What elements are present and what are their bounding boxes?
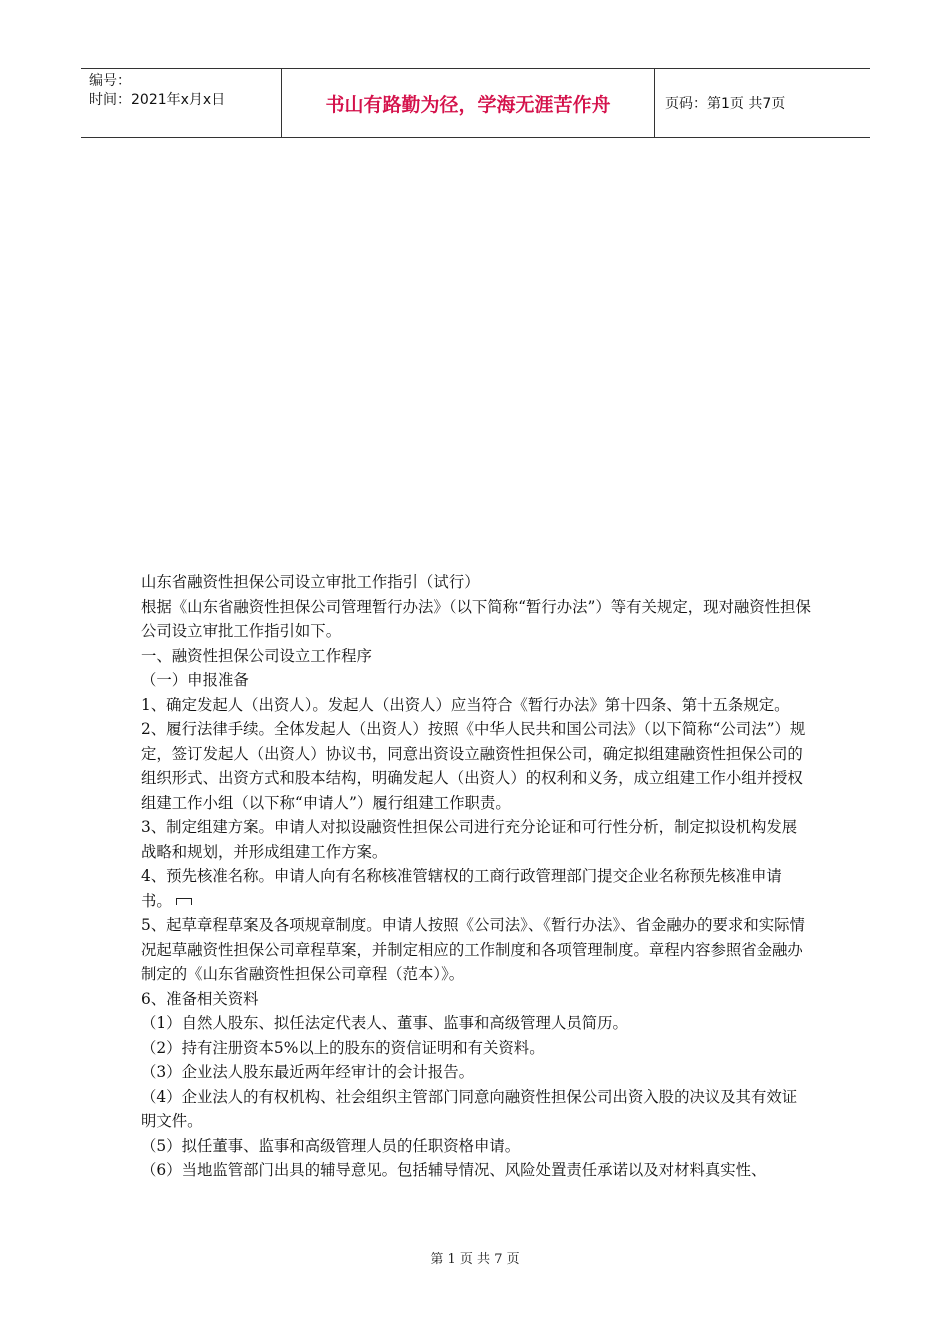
item-4: 4、预先核准名称。申请人向有名称核准管辖权的工商行政管理部门提交企业名称预先核准申请书。	[141, 867, 782, 910]
page-footer: 第 1 页 共 7 页	[430, 1252, 520, 1267]
item-6: 6、准备相关资料	[141, 989, 259, 1008]
item-3: 3、制定组建方案。申请人对拟设融资性担保公司进行充分论证和可行性分析，制定拟设机构发展战略和规划，并形成组建工作方案。	[141, 818, 798, 861]
doc-intro: 根据《山东省融资性担保公司管理暂行办法》（以下简称“暂行办法”）等有关规定，现对融资性担保公司设立审批工作指引如下。	[141, 597, 811, 640]
sub-item: （5）拟任董事、监事和高级管理人员的任职资格申请。	[141, 1136, 521, 1155]
time-label: 时间：2021年x月x日	[89, 92, 226, 108]
sub-item: （6）当地监管部门出具的辅导意见。包括辅导情况、风险处置责任承诺以及对材料真实性、	[141, 1161, 767, 1179]
page-label: 页码：第1页 共7页	[665, 96, 786, 112]
subsection-heading: （一）申报准备	[141, 671, 249, 689]
item-5: 5、起草章程草案及各项规章制度。申请人按照《公司法》、《暂行办法》、省金融办的要求和实际情况起草融资性担保公司章程草案，并制定相应的工作制度和各项管理制度。章程内容参照省金融办制定的《山东省融资性担保公司章程（范本）》。	[141, 916, 805, 983]
item-4-paragraph	[141, 864, 811, 913]
sub-item: （1）自然人股东、拟任法定代表人、董事、监事和高级管理人员简历。	[141, 1014, 628, 1032]
annotation-mark-icon	[176, 898, 192, 905]
sub-item: （3）企业法人股东最近两年经审计的会计报告。	[141, 1063, 474, 1081]
item-2: 2、履行法律手续。全体发起人（出资人）按照《中华人民共和国公司法》（以下简称“公司法”）规定，签订发起人（出资人）协议书，同意出资设立融资性担保公司，确定拟组建融资性担保公司的组织形式、出资方式和股本结构，明确发起人（出资人）的权利和义务，成立组建工作小组并授权组建工作小组（以下称“申请人”）履行组建工作职责。	[141, 720, 806, 812]
header-left-cell	[81, 69, 281, 137]
section-heading: 一、融资性担保公司设立工作程序	[141, 646, 372, 665]
doc-title: 山东省融资性担保公司设立审批工作指引（试行）	[141, 573, 480, 591]
document-body	[141, 570, 811, 1183]
sub-item: （4）企业法人的有权机构、社会组织主管部门同意向融资性担保公司出资入股的决议及其有效证明文件。	[141, 1087, 798, 1130]
header-table	[81, 68, 870, 138]
item-1: 1、确定发起人（出资人）。发起人（出资人）应当符合《暂行办法》第十四条、第十五条规定。	[141, 695, 790, 714]
motto: 书山有路勤为径，学海无涯苦作舟	[281, 69, 655, 137]
number-label: 编号：	[89, 73, 131, 89]
sub-item: （2）持有注册资本5%以上的股东的资信证明和有关资料。	[141, 1038, 545, 1057]
